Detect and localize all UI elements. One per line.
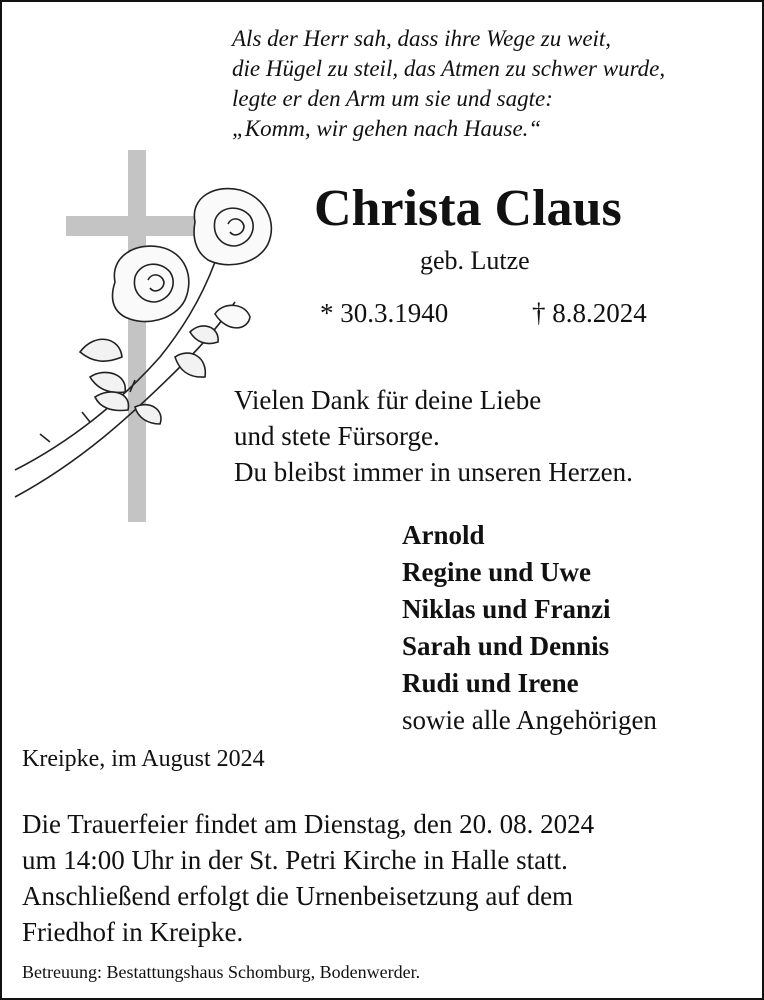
thanks-line: Du bleibst immer in unseren Herzen. <box>234 457 633 487</box>
poem-line: die Hügel zu steil, das Atmen zu schwer wurde, <box>232 56 666 81</box>
mourner-name: Regine und Uwe <box>402 557 592 587</box>
deceased-name: Christa Claus <box>314 180 622 237</box>
mourner-name: Rudi und Irene <box>402 668 579 698</box>
service-line: Friedhof in Kreipke. <box>22 917 244 947</box>
mourners-closing: sowie alle Angehörigen <box>402 705 657 735</box>
cross-icon <box>66 150 214 522</box>
service-line: um 14:00 Uhr in der St. Petri Kirche in Halle statt. <box>22 845 568 875</box>
thanks-line: Vielen Dank für deine Liebe <box>234 385 542 415</box>
service-line: Anschließend erfolgt die Urnenbeisetzung auf dem <box>22 881 574 911</box>
poem-line: „Komm, wir gehen nach Hause.“ <box>232 116 542 141</box>
service-line: Die Trauerfeier findet am Dienstag, den 20. 08. 2024 <box>22 809 595 839</box>
thanks-line: und stete Fürsorge. <box>234 421 440 451</box>
poem-verse <box>232 24 665 144</box>
death-date: † 8.8.2024 <box>532 298 647 328</box>
mourner-name: Sarah und Dennis <box>402 631 610 661</box>
birth-date: * 30.3.1940 <box>320 298 449 328</box>
mourner-name: Arnold <box>402 520 485 550</box>
mourner-name: Niklas und Franzi <box>402 594 611 624</box>
funeral-home-credit: Betreuung: Bestattungshaus Schomburg, Bodenwerder. <box>22 962 421 982</box>
funeral-service-info <box>22 806 594 950</box>
birth-name: geb. Lutze <box>420 246 530 275</box>
thanks-message <box>234 382 633 490</box>
place-and-date: Kreipke, im August 2024 <box>22 746 265 772</box>
mourners-list <box>402 517 657 739</box>
poem-line: Als der Herr sah, dass ihre Wege zu weit, <box>232 26 612 51</box>
poem-line: legte er den Arm um sie und sagte: <box>232 86 553 111</box>
